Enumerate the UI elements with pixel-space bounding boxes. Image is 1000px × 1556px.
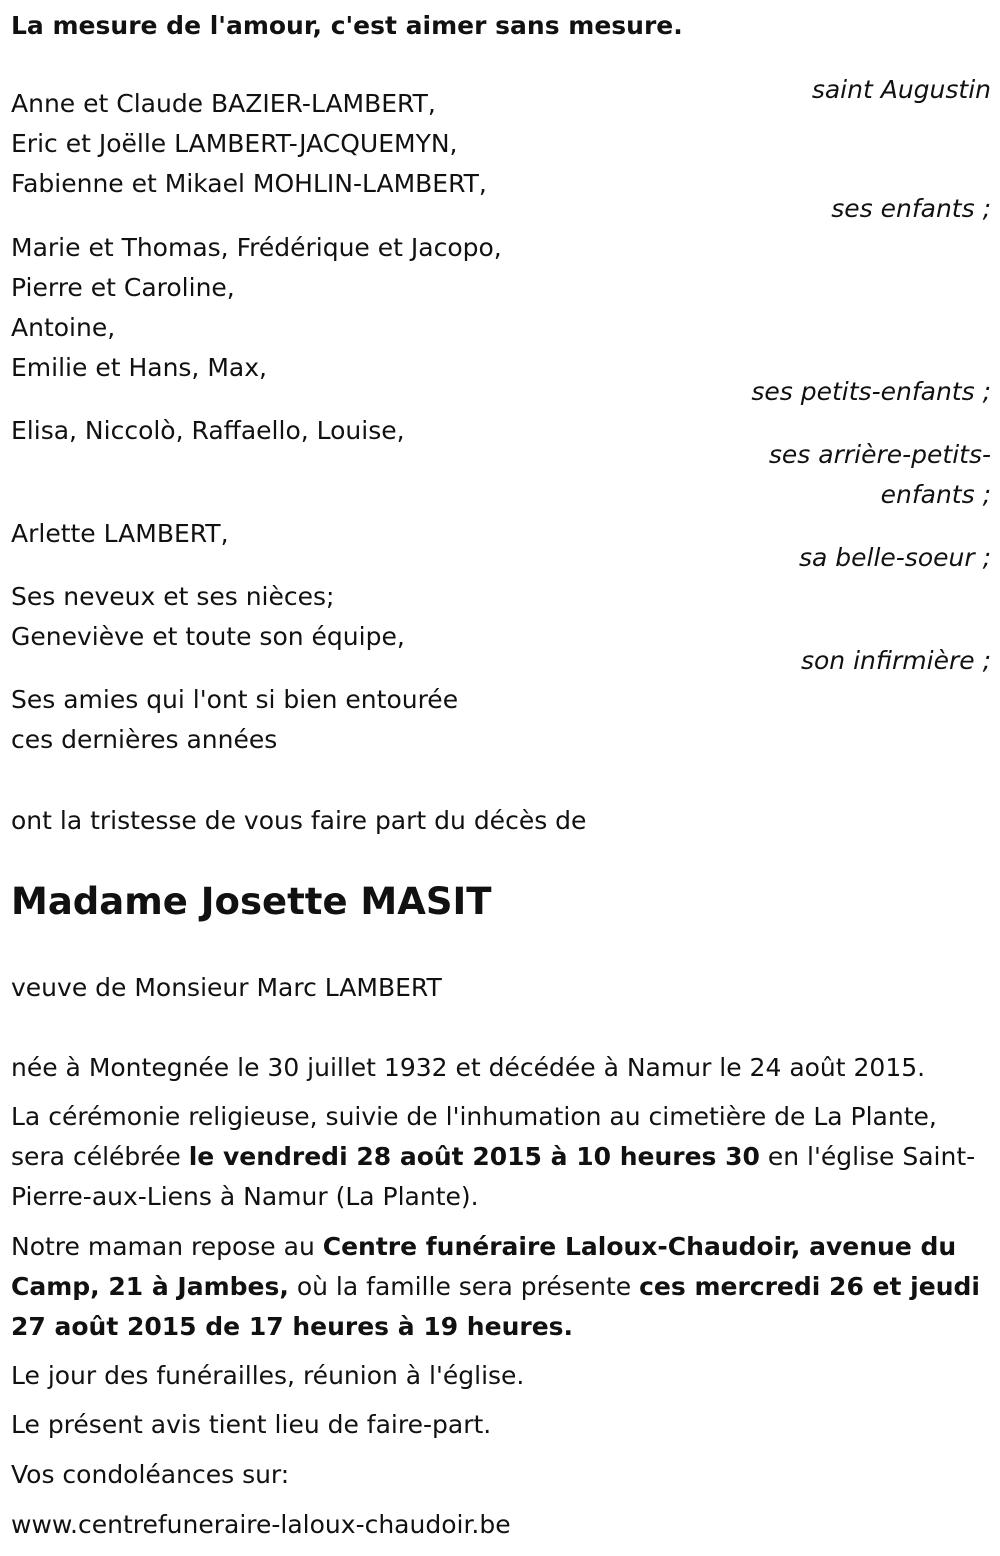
family-name-line: Marie et Thomas, Frédérique et Jacopo, <box>11 233 502 262</box>
family-names <box>11 228 731 388</box>
family-group-friends <box>11 680 991 760</box>
condolences-label: Vos condoléances sur: <box>11 1460 290 1489</box>
epigraph-quote: La mesure de l'amour, c'est aimer sans mesure. <box>11 11 683 40</box>
visitation-text-2: où la famille sera présente <box>288 1272 640 1301</box>
family-group-great-grandchildren <box>11 411 991 509</box>
family-role: son infirmière ; <box>800 646 991 675</box>
family-names <box>11 577 731 657</box>
widow-of-text: veuve de Monsieur Marc LAMBERT <box>11 973 442 1002</box>
ceremony-paragraph <box>11 1097 996 1217</box>
family-group-children <box>11 84 991 223</box>
family-name-line: Geneviève et toute son équipe, <box>11 622 405 651</box>
family-role: ses enfants ; <box>831 194 991 223</box>
family-name-line: Elisa, Niccolò, Raffaello, Louise, <box>11 416 405 445</box>
family-group-sister-in-law <box>11 514 991 572</box>
visitation-paragraph <box>11 1227 996 1347</box>
announcement-text: ont la tristesse de vous faire part du décès de <box>11 806 587 835</box>
family-role: ses petits-enfants ; <box>751 377 991 406</box>
family-name-line: Ses amies qui l'ont si bien entourée <box>11 685 459 714</box>
birth-death-dates: née à Montegnée le 30 juillet 1932 et décédée à Namur le 24 août 2015. <box>11 1053 926 1082</box>
family-role: sa belle-soeur ; <box>798 543 991 572</box>
family-names <box>11 84 731 204</box>
visitation-place: Centre funéraire Laloux-Chaudoir, avenue du Camp, 21 à Jambes, <box>11 1232 957 1301</box>
family-name-line: Eric et Joëlle LAMBERT-JACQUEMYN, <box>11 129 458 158</box>
notice-note: Le présent avis tient lieu de faire-part. <box>11 1410 492 1439</box>
family-name-line: Anne et Claude BAZIER-LAMBERT, <box>11 89 436 118</box>
epigraph-author: saint Augustin <box>811 75 991 104</box>
funeral-day-note: Le jour des funérailles, réunion à l'église. <box>11 1361 525 1390</box>
family-names <box>11 514 731 554</box>
family-names <box>11 680 731 760</box>
family-name-line: Antoine, <box>11 313 116 342</box>
family-group-grandchildren <box>11 228 991 406</box>
family-name-line: Arlette LAMBERT, <box>11 519 229 548</box>
visitation-text: Notre maman repose au <box>11 1232 323 1261</box>
visitation-times: ces mercredi 26 et jeudi 27 août 2015 de 17 heures à 19 heures. <box>11 1272 980 1341</box>
ceremony-text: La cérémonie religieuse, suivie de l'inhumation au cimetière de La Plante, sera célébrée <box>11 1102 937 1171</box>
family-name-line: Pierre et Caroline, <box>11 273 235 302</box>
family-name-line: Fabienne et Mikael MOHLIN-LAMBERT, <box>11 169 487 198</box>
ceremony-location: en l'église Saint-Pierre-aux-Liens à Namur (La Plante). <box>11 1142 976 1211</box>
family-group-nephews-nurse <box>11 577 991 675</box>
ceremony-datetime: le vendredi 28 août 2015 à 10 heures 30 <box>188 1142 760 1171</box>
deceased-name: Madame Josette MASIT <box>11 880 492 923</box>
family-name-line: Ses neveux et ses nièces; <box>11 582 335 611</box>
family-role: ses arrière-petits-enfants ; <box>768 440 991 509</box>
family-name-line: Emilie et Hans, Max, <box>11 353 267 382</box>
family-name-line: ces dernières années <box>11 725 278 754</box>
family-names <box>11 411 731 451</box>
condolences-website-link[interactable]: www.centrefuneraire-laloux-chaudoir.be <box>11 1510 511 1539</box>
